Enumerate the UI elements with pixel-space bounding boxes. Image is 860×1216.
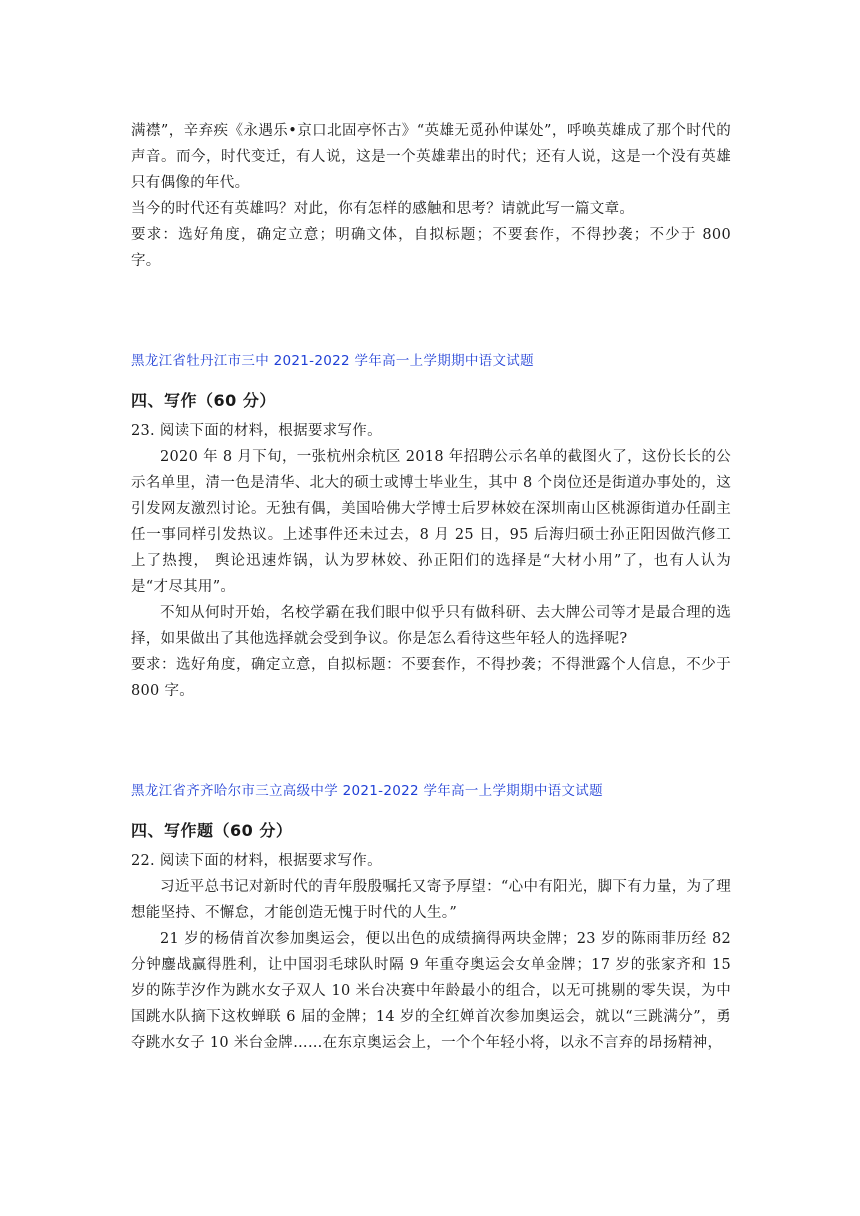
section3-source-link[interactable]: 黑龙江省齐齐哈尔市三立高级中学 2021-2022 学年高一上学期期中语文试题 — [131, 783, 603, 799]
section1-paragraph-2: 当今的时代还有英雄吗？对此，你有怎样的感触和思考？请就此写一篇文章。 — [131, 201, 635, 217]
section1-requirement: 要求：选好角度，确定立意；明确文体，自拟标题；不要套作，不得抄袭；不少于 800 字。 — [131, 227, 731, 269]
section3-paragraph-1: 习近平总书记对新时代的青年殷殷嘱托又寄予厚望：“心中有阳光，脚下有力量，为了理想能坚持、不懈怠，才能创造无愧于时代的人生。” — [131, 879, 731, 921]
section3-question: 22. 阅读下面的材料，根据要求写作。 — [131, 853, 382, 869]
section1-paragraph-1: 满襟”，辛弃疾《永遇乐•京口北固亭怀古》“英雄无觅孙仲谋处”，呼唤英雄成了那个时代的声音。而今，时代变迁，有人说，这是一个英雄辈出的时代；还有人说，这是一个没有英雄只有偶像的年代。 — [131, 123, 731, 191]
section2-question: 23. 阅读下面的材料，根据要求写作。 — [131, 423, 382, 439]
section3-heading: 四、写作题（60 分） — [131, 821, 293, 840]
section2-requirement: 要求：选好角度，确定立意，自拟标题：不要套作，不得抄袭；不得泄露个人信息，不少于 800 字。 — [131, 657, 731, 699]
section2-source-link[interactable]: 黑龙江省牡丹江市三中 2021-2022 学年高一上学期期中语文试题 — [131, 353, 534, 369]
section2-paragraph-2: 不知从何时开始，名校学霸在我们眼中似乎只有做科研、去大牌公司等才是最合理的选择，如果做出了其他选择就会受到争议。你是怎么看待这些年轻人的选择呢? — [131, 605, 731, 647]
section2-paragraph-1: 2020 年 8 月下旬，一张杭州余杭区 2018 年招聘公示名单的截图火了，这份长长的公示名单里，清一色是清华、北大的硕士或博士毕业生，其中 8 个岗位还是街道办事处的，这引发网友激烈讨论。无独有偶，美国哈佛大学博士后罗林姣在深圳南山区桃源街道办任副主任一事同样引发热议。上述事件还未过去，8 月 25 日，95 后海归硕士孙正阳因做汽修工上了热搜， 舆论迅速炸锅，认为罗林姣、孙正阳们的选择是“大材小用”了，也有人认为是“才尽其用”。 — [131, 449, 731, 595]
document-content — [131, 118, 731, 1056]
section2-heading: 四、写作（60 分） — [131, 391, 276, 410]
section3-paragraph-2: 21 岁的杨倩首次参加奥运会，便以出色的成绩摘得两块金牌；23 岁的陈雨菲历经 82 分钟鏖战赢得胜利，让中国羽毛球队时隔 9 年重夺奥运会女单金牌；17 岁的张家齐和 15 岁的陈芋汐作为跳水女子双人 10 米台决赛中年龄最小的组合，以无可挑剔的零失误，为中国跳水队摘下这枚蝉联 6 届的金牌；14 岁的全红婵首次参加奥运会，就以“三跳满分”，勇夺跳水女子 10 米台金牌……在东京奥运会上，一个个年轻小将，以永不言弃的昂扬精神， — [131, 931, 731, 1051]
